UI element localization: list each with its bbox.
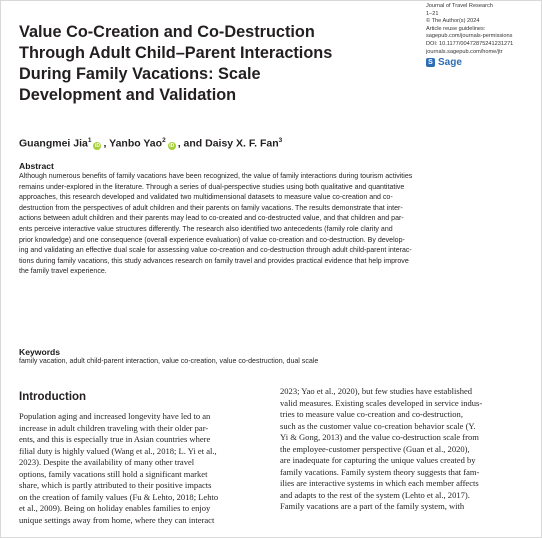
keywords-text: family vacation, adult child-parent interaction, value co-creation, value co-destruction, dual scale (19, 358, 319, 365)
body-line: and adapts to the rest of the system (Lehto et al., 2017). (280, 489, 470, 500)
abstract-line: approaches, this research developed and validated two multidimensional datasets to measure value co-creation and co- (19, 194, 393, 202)
title-line: Through Adult Child–Parent Interactions (19, 44, 333, 62)
body-line: 2023). Despite the availability of many other travel (19, 457, 195, 467)
abstract-line: ing and validating an effective dual scale for assessing value co-creation and co-destruction through adult child-parent interac- (19, 247, 412, 255)
journal-meta (426, 3, 541, 67)
introduction-right-column (280, 386, 530, 513)
introduction-left-column (19, 411, 269, 526)
body-line: increase in adult children traveling with their older par- (19, 422, 209, 433)
body-line: tries to measure value co-creation and co-destruction, (280, 409, 463, 419)
body-line: Population aging and increased longevity have led to an (19, 411, 211, 421)
article-title (19, 22, 399, 106)
keywords-heading: Keywords (19, 347, 61, 357)
body-line: ilies are interactive systems in which each member affects (280, 478, 479, 488)
body-line: family vacations. Family system theory suggests that fam- (280, 466, 480, 477)
abstract-line: remains under-explored in the literature. Through a series of dual-perspective studies using both qualitative and quantitative (19, 183, 405, 191)
author-name: Guangmei Jia (19, 137, 88, 150)
body-line: 2023; Yao et al., 2020), but few studies have established (280, 386, 473, 396)
author-list: Guangmei Jia$^1$iD , Yanbo Yao$^2$iD , and Daisy X. F. Fan$^3$ (19, 137, 283, 150)
journal-home-link[interactable]: journals.sagepub.com/home/jtr (426, 48, 503, 55)
body-line: share, which is partly attributed to their positive impacts (19, 480, 212, 490)
affiliation-marker: 2 (162, 137, 166, 144)
abstract-line: ents perceive interactive value structures differently. The research also identified two antecedents (family role clarity and (19, 225, 393, 233)
body-line: are inadequate for capturing the unique values created by (280, 455, 476, 465)
publisher-name: Sage (438, 56, 462, 68)
author-name: Yanbo Yao (109, 137, 163, 150)
abstract-heading: Abstract (19, 161, 54, 171)
affiliation-marker: 1 (87, 137, 92, 144)
title-line: Development and Validation (19, 86, 237, 104)
reuse-guidelines: Article reuse guidelines: (426, 25, 486, 32)
body-line: unique settings away from home, where they can interact (19, 514, 215, 525)
affiliation-marker: 3 (278, 137, 283, 144)
journal-name: Journal of Travel Research (426, 3, 493, 9)
abstract-text (19, 172, 527, 278)
reuse-link[interactable]: sagepub.com/journals-permissions (426, 33, 513, 40)
introduction-heading: Introduction (19, 391, 87, 403)
body-line: on the creation of family values (Fu & Lehto, 2018; Lehto (19, 491, 219, 502)
body-line: options, family vacations still hold a significant market (19, 468, 208, 479)
doi-link[interactable]: DOI: 10.1177/00472875241231271 (426, 40, 514, 47)
orcid-icon[interactable]: iD (94, 142, 100, 149)
body-line: Yi & Gong, 2013) and the value co-destruction scale from (280, 432, 479, 442)
orcid-icon[interactable]: iD (169, 142, 175, 149)
title-line: Value Co-Creation and Co-Destruction (19, 23, 315, 41)
abstract-line: destruction from the perspectives of adult children and their parents on family vacations. The results demonstrate that inter- (19, 204, 403, 212)
publisher-logo (426, 58, 541, 67)
sage-logo-icon: S (426, 58, 435, 67)
body-line: the employee-customer perspective (Guan et al., 2020), (280, 443, 470, 454)
body-line: et al., 2009). Being on holiday enables families to enjoy (19, 503, 211, 513)
abstract-line: tions during family vacations, this study advances research on family travel and provides practical evidence that help improve (19, 257, 409, 265)
abstract-line: the family travel experience. (19, 268, 107, 276)
copyright: © The Author(s) 2024 (426, 18, 480, 25)
body-line: filial duty is highly valued (Wang et al., 2018; L. Yi et al., (19, 445, 217, 456)
author-name: and Daisy X. F. Fan (183, 137, 279, 150)
body-line: Family vacations are a part of the family system, with (280, 501, 465, 511)
body-line: such as the customer value co-creation behavior scale (Y. (280, 420, 476, 431)
abstract-line: actions between adult children and their parents may lead to co-created and co-destructed value, and that children and par- (19, 215, 404, 223)
page-range: 1–21 (426, 10, 439, 17)
body-line: valid measures. Existing scales developed in service indus- (280, 397, 483, 408)
abstract-line: Although numerous benefits of family vacations have been recognized, the value of family interactions during tourism activities (19, 173, 413, 180)
body-line: ents, and this is especially true in Asian countries where (19, 434, 211, 444)
title-line: During Family Vacations: Scale (19, 65, 261, 83)
abstract-line: prior knowledge) and one consequence (overall experience evaluation) of value co-creation and co-destruction. By develop- (19, 236, 405, 244)
